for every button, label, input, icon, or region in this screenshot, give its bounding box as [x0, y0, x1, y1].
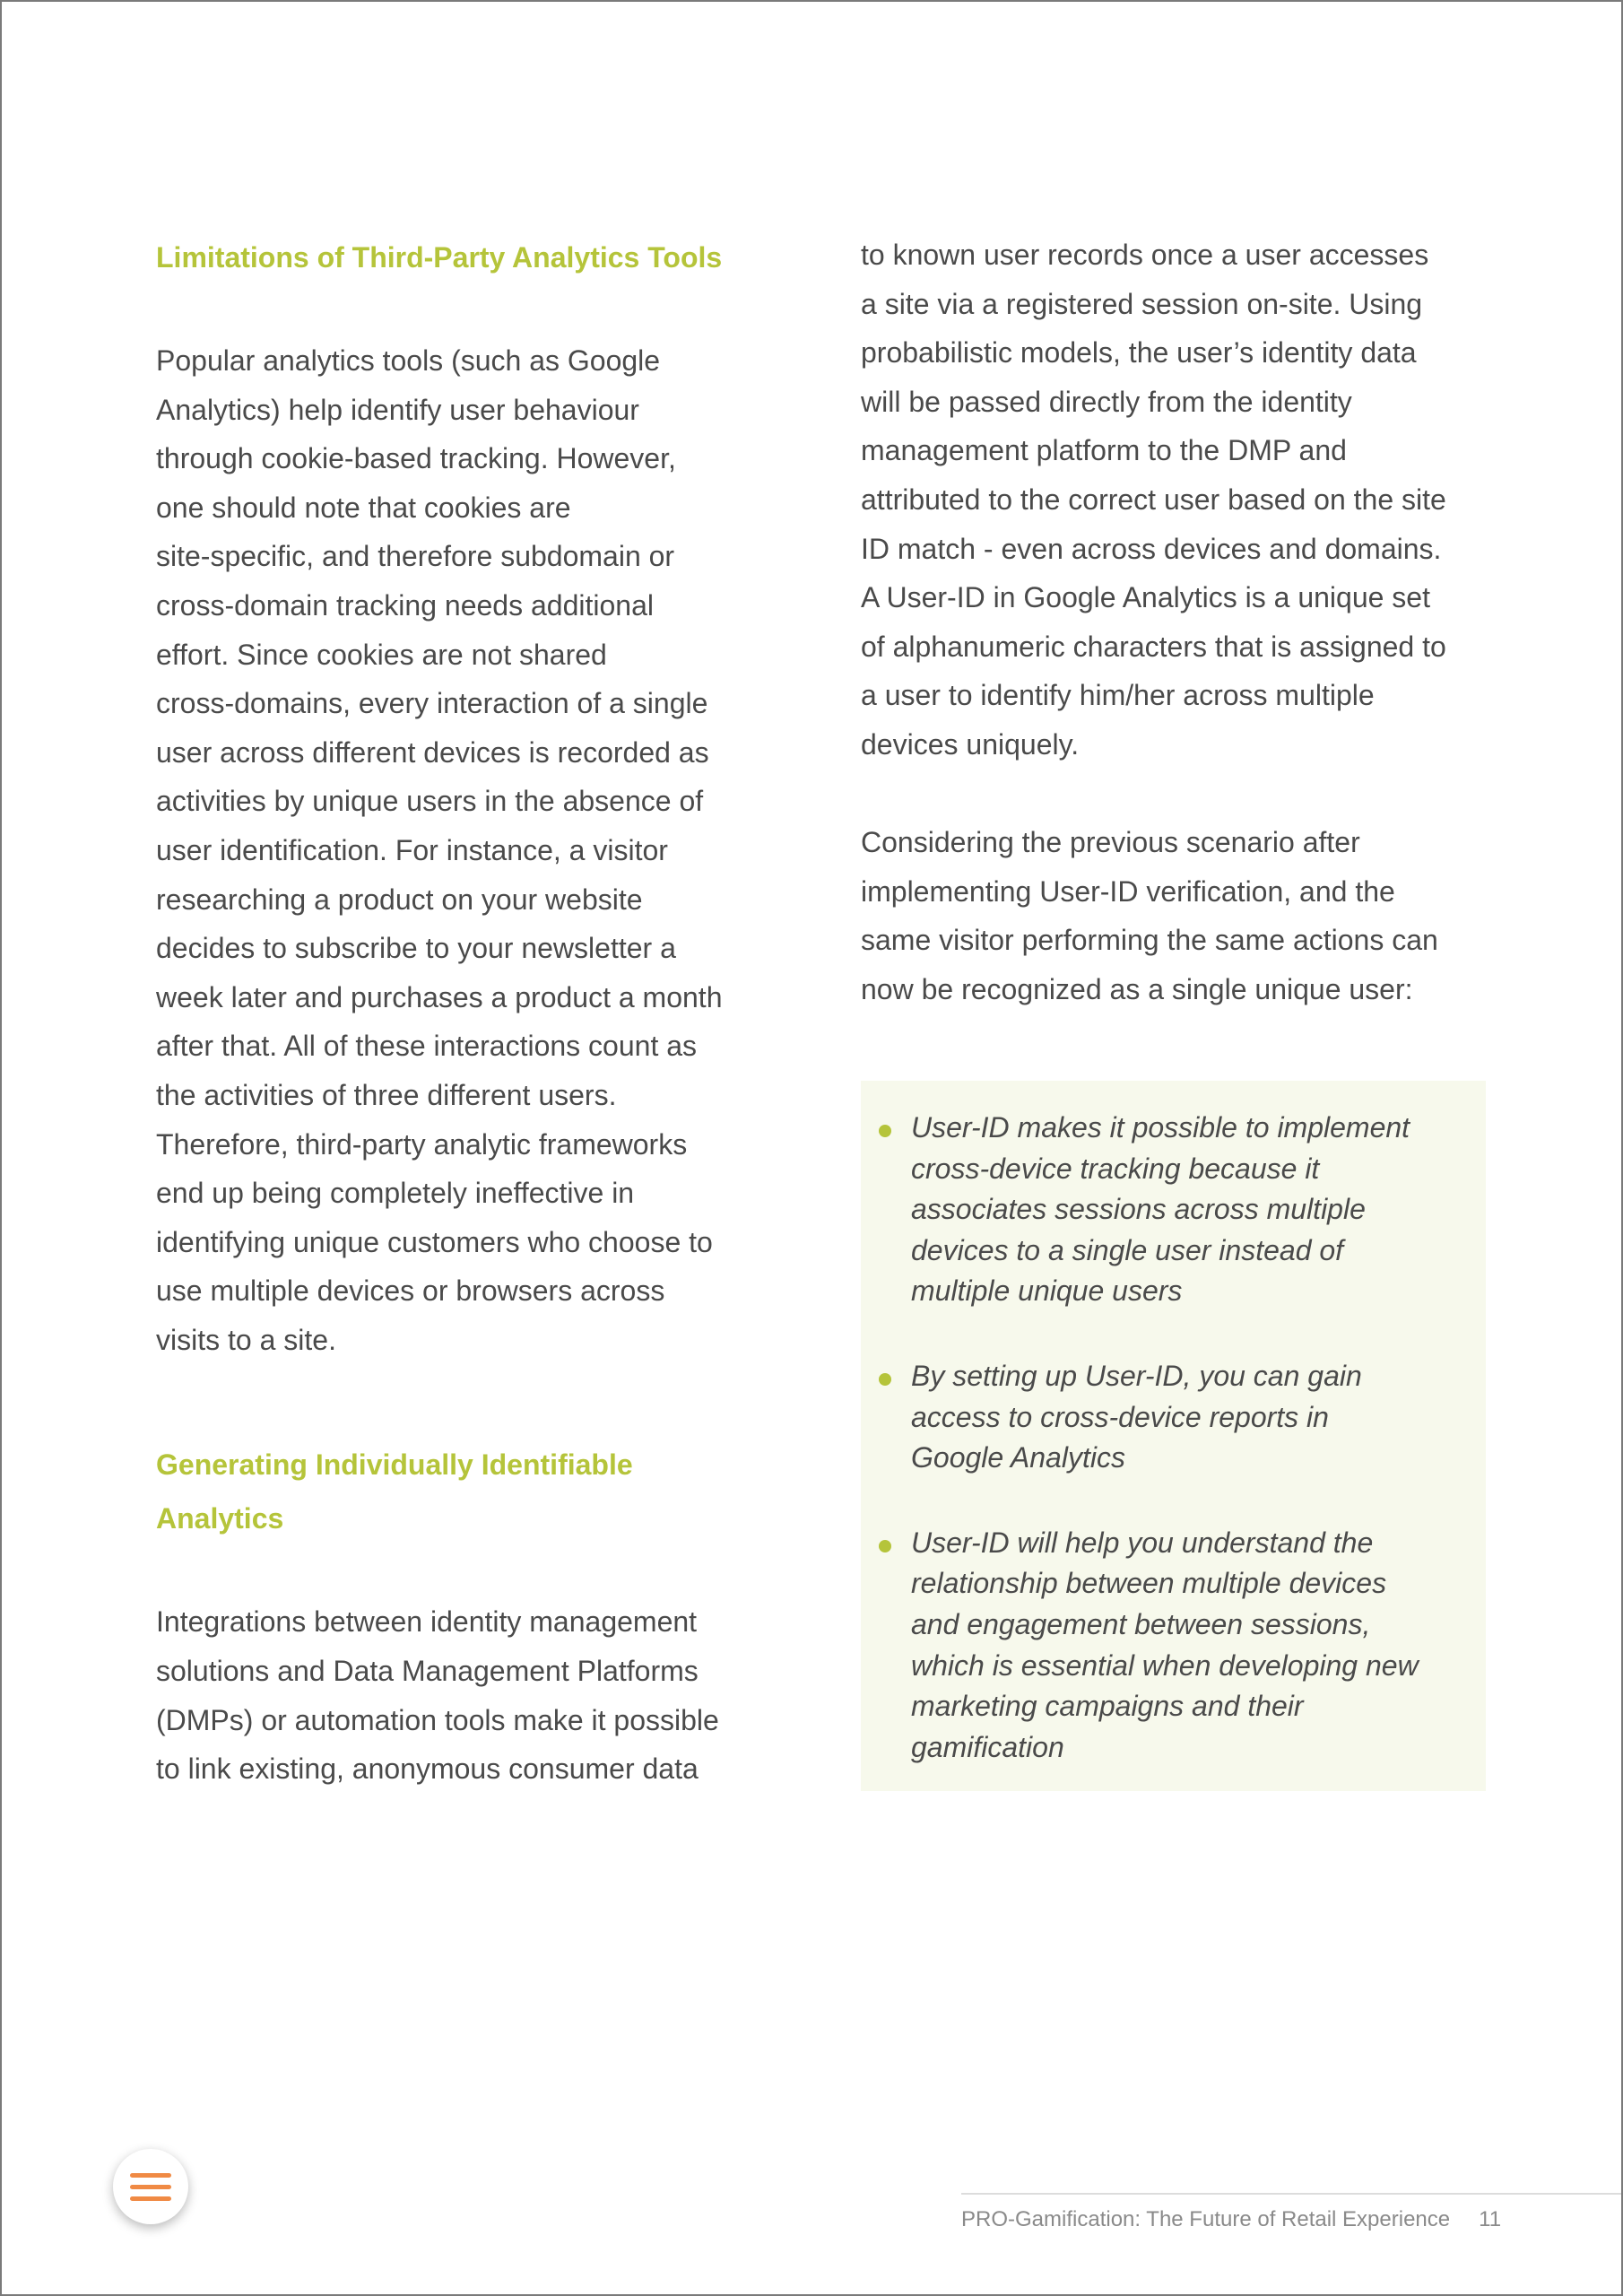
text-line: implementing User-ID verification, and the [861, 874, 1395, 908]
bullet-line: gamification [911, 1730, 1064, 1763]
text-line: Integrations between identity management [156, 1605, 698, 1639]
text-line: end up being completely ineffective in [156, 1177, 635, 1210]
text-line: the activities of three different users. [156, 1078, 617, 1111]
bullet-line: and engagement between sessions, [911, 1607, 1371, 1640]
text-line: A User-ID in Google Analytics is a unique set [861, 581, 1430, 614]
bullet-line: By setting up User-ID, you can gain [911, 1359, 1362, 1392]
text-line: Therefore, third-party analytic frameworks [156, 1127, 688, 1161]
text-line: cross-domains, every interaction of a single [156, 687, 708, 720]
text-line: after that. All of these interactions count as [156, 1030, 698, 1063]
text-line: will be passed directly from the identity [861, 385, 1352, 418]
bullet-line: devices to a single user instead of [911, 1233, 1344, 1266]
page-footer [961, 2204, 1501, 2236]
heading-line: Analytics [156, 1502, 284, 1535]
bullet-line: cross-device tracking because it [911, 1152, 1320, 1185]
text-line: one should note that cookies are [156, 491, 571, 524]
text-line: Considering the previous scenario after [861, 826, 1360, 859]
bullet-dot-icon [879, 1373, 891, 1386]
bullet-line: marketing campaigns and their [911, 1690, 1304, 1723]
page-number: 11 [1479, 2207, 1502, 2231]
text-line: a user to identify him/her across multiple [861, 679, 1375, 712]
text-line: week later and purchases a product a month [156, 980, 723, 1013]
callout-box [861, 1081, 1486, 1791]
text-line: visits to a site. [156, 1323, 336, 1356]
heading-line: Generating Individually Identifiable [156, 1448, 633, 1482]
right-column [861, 230, 1488, 1014]
bullet-line: associates sessions across multiple [911, 1193, 1366, 1226]
text-line: probabilistic models, the user’s identity data [861, 336, 1417, 370]
text-line: Popular analytics tools (such as Google [156, 344, 661, 377]
hamburger-menu-icon [130, 2196, 171, 2201]
text-line: researching a product on your website [156, 883, 643, 916]
bullet-line: access to cross-device reports in [911, 1400, 1329, 1433]
hamburger-menu-icon [130, 2185, 171, 2189]
text-line: site-specific, and therefore subdomain or [156, 540, 675, 573]
bullet-line: Google Analytics [911, 1441, 1125, 1474]
text-line: through cookie-based tracking. However, [156, 442, 676, 475]
section-heading-generating [156, 1438, 775, 1545]
paragraph-considering [861, 818, 1488, 1013]
text-line: identifying unique customers who choose to [156, 1225, 713, 1258]
bullet-line: User-ID makes it possible to implement [911, 1111, 1410, 1144]
hamburger-menu-icon [130, 2173, 171, 2178]
paragraph-integrations [156, 1597, 775, 1793]
bullet-item [879, 1523, 1459, 1769]
text-line: (DMPs) or automation tools make it possible [156, 1703, 719, 1736]
text-line: of alphanumeric characters that is assigned to [861, 630, 1446, 663]
text-line: use multiple devices or browsers across [156, 1274, 665, 1308]
paragraph-continuation [861, 230, 1488, 770]
bullet-line: multiple unique users [911, 1274, 1183, 1308]
menu-button[interactable] [113, 2149, 188, 2224]
text-line: to known user records once a user accesses [861, 239, 1429, 271]
footer-divider [961, 2193, 1623, 2195]
bullet-line: User-ID will help you understand the [911, 1526, 1374, 1559]
text-line: decides to subscribe to your newsletter a [156, 932, 676, 965]
callout-bullet-list [879, 1108, 1459, 1768]
text-line: attributed to the correct user based on the site [861, 483, 1446, 516]
text-line: management platform to the DMP and [861, 434, 1347, 467]
bullet-item [879, 1108, 1459, 1312]
text-line: same visitor performing the same actions can [861, 924, 1438, 957]
left-column [156, 230, 775, 1794]
text-line: now be recognized as a single unique user: [861, 972, 1413, 1005]
text-line: activities by unique users in the absence of [156, 785, 704, 818]
text-line: to link existing, anonymous consumer data [156, 1752, 699, 1786]
text-line: user across different devices is recorded as [156, 735, 709, 769]
bullet-dot-icon [879, 1125, 891, 1137]
bullet-line: relationship between multiple devices [911, 1567, 1387, 1600]
text-line: devices uniquely. [861, 727, 1080, 761]
text-line: ID match - even across devices and domains. [861, 532, 1442, 565]
text-line: user identification. For instance, a visitor [156, 833, 668, 866]
text-line: Analytics) help identify user behaviour [156, 393, 639, 426]
text-line: a site via a registered session on-site. Using [861, 287, 1423, 320]
section-heading-limitations: Limitations of Third-Party Analytics Tools [156, 241, 723, 274]
bullet-line: which is essential when developing new [911, 1648, 1419, 1682]
text-line: cross-domain tracking needs additional [156, 588, 654, 622]
text-line: solutions and Data Management Platforms [156, 1655, 699, 1688]
paragraph-limitations [156, 336, 775, 1364]
bullet-item [879, 1356, 1459, 1479]
text-line: effort. Since cookies are not shared [156, 638, 607, 671]
bullet-dot-icon [879, 1540, 891, 1552]
footer-title: PRO-Gamification: The Future of Retail Experience [961, 2207, 1451, 2231]
